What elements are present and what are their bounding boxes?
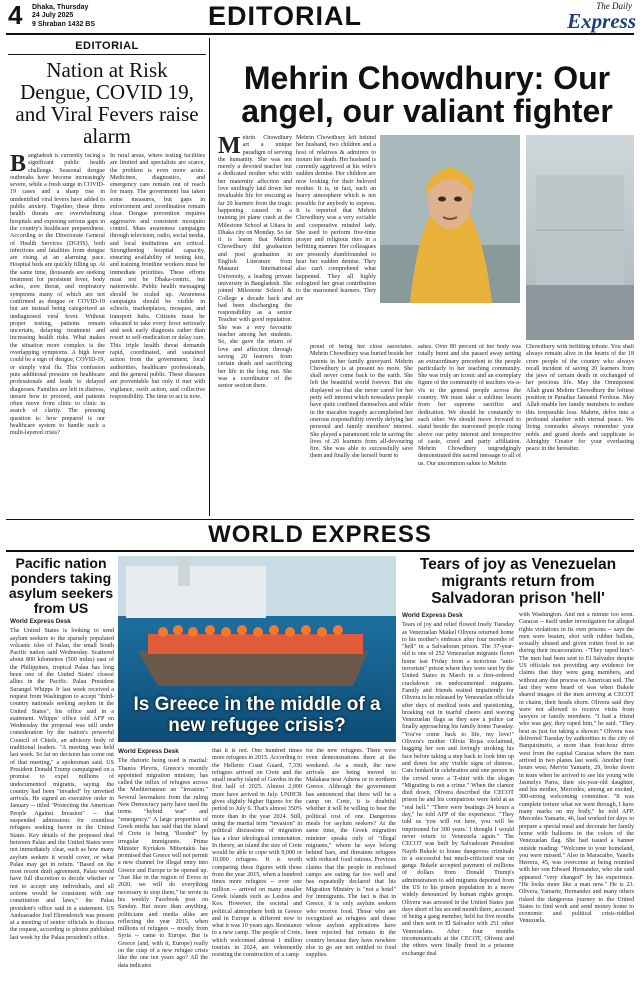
greece-col-2 (212, 748, 302, 978)
feature-side-photo (526, 135, 634, 340)
dateline-city: Dhaka, Thursday (32, 4, 89, 11)
palau-text: The United States is looking to send asylum seekers to the sparsely populated volcanic isles of Palau, the small South Pacific nation said Wednesday. Scattered about 800 kilometres (500 miles) east of the Philippines, tropical Palau has long been one of the United States' closest allies in the Pacific. Palau President Surangel Whipps Jr last week received a request from Washington to accept "third-country nationals seeking asylum in the United States", his office said in a statement. Whipps' office told AFP on Wednesday the proposal was still under consideration by the nation's powerful Council of Chiefs, an advisory body of traditional leaders. "A meeting was held last week. So far no decision has come out of that meeting," a spokesman said. US President Donald Trump campaigned on a promise to expel millions of undocumented migrants, saying the country had been "invaded" by unvetted arrivals. He signed an executive order in January -- titled "Protecting the American People Against Invasion" -- that suspended admissions for countless refugees seeking haven in the United States. Key details of the proposed deal between Palau and the United States were not immediately clear, such as how many asylum seekers it would cover, or what Palau may get in return. "Based on the most recent draft agreement, Palau would have full discretion to decide whether or not to accept any individuals, and all actions would be consistent with our constitution and laws," the Palau president's office said in a statement. US Ambassador Joel Ehrendreich was present at a meeting of senior officials to discuss the request, according to photos published last week by the Palau president's office. (10, 628, 114, 941)
greece-headline: Is Greece in the middle of a new refugee crisis? (133, 694, 381, 736)
feature-col3-text: proud of being her close associates. Mehrin Chowdhury was buried beside her parents in her family graveyard. Mehrin Chowdhury is at present no more. She shall never come back to the earth. She left the beautiful world forever. But she displayed so that she never cared for her petty self interest which nowadays people have quite confined themselves and while in the macabre tragedy accomplished her onerous responsibility overtly defying her personal and family members' interest. She played a paramount role in saving the lives of 20 learners from all-devouring fire. She was able to successfully save them and finally she herself burnt to (310, 344, 413, 460)
feature-portrait (380, 135, 520, 303)
greece-col2-text: that it is not. One hundred times more refugees in 2015. According to the Hellenic Coast Guard, 7,336 refugees arrived on Crete and the small nearby island of Gavdos in the first half of 2025. Almost 2,000 more have arrived in July. UNHCR gives slightly higher figures for the period to July 6. That's almost 350% more than in the year 2024. Still, using the martial term "invasion" in political discussions of migration has a clear ideological connotation. In theory, an island the size of Crete would be able to cope with 9,000 or 10,000 refugees. It is worth comparing these figures with those from the year 2015, when a hundred times more refugees -- over one million -- arrived on many smaller Greek islands such as Lesbos and Kos. However, the societal and political atmosphere both in Greece and in Europe is different now to what it was 10 years ago. Resistance to a new camp. The people of Crete, which welcomed almost 1 million tourists in 2024, are vehemently resisting the construction of a camp (212, 748, 302, 959)
editorial-kicker: EDITORIAL (75, 40, 139, 52)
venezuela-col-2 (519, 612, 634, 978)
palau-headline: Pacific nation ponders taking asylum seekers from US (8, 555, 114, 616)
feature-col-4 (418, 344, 521, 515)
editorial-headline: Nation at Risk Dengue, COVID 19, and Viral Fevers raise alarm (15, 58, 199, 148)
editorial-col2-text: In rural areas, where testing facilities are limited and specialists are scarce, the problem is even more acute. Medicines, diagnostics, and emergency care remain out of reach for many. The government has taken some measures, but gaps in enforcement and coordination remain clear. Dengue prevention requires aggressive and consistent mosquito control. Mass awareness campaigns through television, radio, social media, and local institutions are critical. Strengthening hospital capacity, ensuring availability of testing kits, and training frontline workers must be immediate priorities. These efforts must not be Dhaka-centric, but nationwide. Public health messaging should be scaled up. Awareness campaigns should be visible in schools, marketplaces, mosques, and transport hubs. Citizens must be educated to take every fever seriously and seek early diagnosis rather than resort to self-medication or delay care. This triple health threat demands rapid, coordinated, and sustained action from the government, local authorities, healthcare professionals, and the general public. These diseases are preventable but only if met with vigilance, swift action, and collective responsibility. The time to act is now. (110, 153, 205, 400)
world-bottom-rule (6, 550, 634, 552)
feature-col-1 (218, 135, 292, 515)
feature-col2-text: Mehrin Chowdhury left behind her husband, two children and a host of relatives & admirers to mourn her death. Her husband is currently aggrieved at his wife's sudden demise. Her children are now looking for their beloved mother. It is, in fact, such an heavy atmosphere which is not possible for anybody to express. It is reported that Mehrin Chowdhury was a very sociable and cooperative minded lady. She used to perform five-time prayer and religious rites in a befitting manner. Her colleagues are presently dumbfounded to hear her sudden demise. They also can't comprehend what happened. They all highly eulogized her great contribution to the marooned learners. They are (296, 135, 376, 302)
feature-dropcap: M (218, 135, 241, 159)
logo-top: The Daily (596, 1, 632, 11)
logo-main: Express (567, 9, 636, 33)
feature-col-5 (526, 344, 634, 515)
greece-byline: World Express Desk (118, 748, 179, 755)
dateline-date: 24 July 2025 (32, 12, 74, 20)
world-top-rule (6, 519, 634, 520)
editorial-col1-text: angladesh is currently facing a significant public health challenge. Seasonal dengue outbreaks have become increasingly severe, while a fresh surge in COVID-19 cases and a sharp rise in unidentified viral fevers have added to public anxiety. Together, these three health threats are overwhelming hospitals and exposing serious gaps in the country's healthcare preparedness. According to the Directorate General of Health Services (DGHS), both infections and fatalities from dengue are rising at an alarming pace. Hospital beds are quickly filling up. At the same time, thousands are seeking treatment for persistent fever, body aches, sore throat, and respiratory symptoms many of which are not confirmed as dengue or COVID-19 but are instead being categorized as undiagnosed viral fever. Without proper testing, patients remain uncertain, delaying treatment and increasing health risks. What makes the situation more complex is the overlapping symptoms. A high fever could be a sign of dengue, COVID-19, or simply viral flu. This confusion puts additional pressure on healthcare professionals and leads to delayed diagnoses. Families are left in distress, unsure how to proceed, and patients often move from clinic to clinic in search of clarity. The pressing question is: how prepared is our healthcare system to handle such a multi-layered crisis? (10, 153, 105, 437)
venezuela-col2-text: with Washington. And not a minute too soon. Caracas -- itself under investigation for alleged rights violations in its own prisons -- says the men were beaten, shot with rubber bullets, sexually abused and given rotten food to eat during their incarceration. -"They raped him"- The men had been sent to El Salvador despite US officials not providing any evidence for claims that they were gang members, and without any due process on American soil. The last they were heard of was when Bukele shared images of the men arriving at CECOT in chains, their heads shorn. Olivera said they were not allowed to receive visits from lawyers or family members. "I had a friend who was gay, they raped him," he said. "They beat us just for taking a shower." Olivera was delivered Tuesday by authorities to the city of Barquisimeto, a more than four-hour drive west from the capital Caracas where the men arrived in two planes last week. Another four hours west, Mervin Yamarte, 29, broke down in tears when he arrived to see his young wife Jasmelys Parra, their six-year-old daughter, and his mother, Mercedes, among an excited, 300-strong welcoming committee. "It was complete torture what we went through, I have many marks on my body," he told AFP. Mercedes Yamarte, 46, had worked for days to prepare a special meal and decorate her family home with balloons in the colors of the Venezuelan flag. She had issued a banner outside reading: "Welcome to your homeland, you were missed." Also in Maracaibo, Yanelis Herrera, 45, was overcome at being reunited with her son Edward Hernandez, who she said appeared "very changed" by his experience. "He looks more like a man now." He is 23. Olivera, Yamarte, Hernandez and many others risked the dangerous journey to the United States to find work and send money home to economic and political crisis-riddled Venezuela. (519, 612, 634, 925)
venezuela-col-1 (402, 612, 514, 978)
side-photo-image (526, 135, 634, 340)
portrait-image (380, 135, 520, 303)
world-banner: WORLD EXPRESS (208, 521, 432, 548)
greece-col1-text: The rhetoric being used is martial: Thanos Plevris, Greece's recently appointed migration minister, has called the influx of refugees across the Mediterranean an "invasion." Several lawmakers from the ruling New Democracy party have used the terms "hybrid war" and "emergency." A large proportion of Greek media has said that the island of Crete is being "flooded" by irregular immigrants. Prime Minister Kyriakos Mitsotakis has promised that Greece will not permit a new channel for illegal entry into Greece and Europe to be opened up. "Just like in the region of Evros in 2020, we will do everything necessary to stop them," he wrote in his weekly Facebook post on Sunday. But more than anything, politicians and media alike are reflecting the year 2015, when millions of refugees -- mostly from Syria -- came to Europe. But is Greece (and, with it, Europe) really on the cusp of a new refugee crisis like the one ten years ago? All the data indicates (118, 758, 208, 969)
palau-story (10, 618, 114, 978)
venezuela-headline: Tears of joy as Venezuelan migrants return from Salvadoran prison 'hell' (419, 556, 617, 607)
feature-col5-text: Chowdhury with befitting tribute. You shall always remain alive in the hearts of the 18 crore people of the country who always recall incident of saving 20 learners from the jaws of certain death in exchanged of her precious life. May the Omnipotent Allah grant Mehrin Chowdhury the loftiest position in Paradise Jannatul Ferdous. May Allah enable her family members to endure this irreparable loss. Mahrin, delve into a profound slumber with eternal peace. We living comrades always remember your noble and grand deeds and supplicate to Almighty Creator for your everlasting peace in the hereafter. (526, 344, 634, 453)
venezuela-byline: World Express Desk (402, 612, 463, 619)
editorial-col-1 (10, 153, 105, 512)
dateline (32, 4, 95, 29)
section-title: EDITORIAL (208, 1, 363, 31)
feature-col1-text: ehrin Chowdhury art a unique paradigm of serving the humanity. She was not merely a devoted teacher but a dedicated mother who with her maternity affection and love smilingly laid down her invaluable life for rescuing as far 20 learners from the tragic happening caused in a training jet plane crash at the Milestone School at Uttara in Dhaka city on Monday. So far it is learnt that Mehrin Chowdhury did graduation and post graduation in English Literature from Manarat International University, a leading private university in Bangladesh. She joined Milestone School & College a decade back and had been discharging the responsibility as a senior Teacher with good reputation. She was a very favourite teacher among her students. So, she gave the return of love and affection through saving 20 learners from certain death and sacrificing her life in the long run. She was a coordinator of the senior section there. (218, 135, 292, 390)
feature-headline: Mehrin Chowdhury: Our angel, our valiant fighter (241, 60, 613, 129)
palau-byline: World Express Desk (10, 618, 71, 625)
greece-col-3 (306, 748, 396, 978)
logo (560, 2, 636, 31)
page-number: 4 (8, 0, 23, 30)
masthead-rule (6, 33, 634, 35)
dateline-hijri: 9 Shraban 1432 BS (32, 20, 96, 28)
feature-col-3-main (310, 344, 413, 515)
editorial-divider (209, 38, 210, 516)
greece-col-1 (118, 748, 208, 978)
greece-col3-text: for the new refugees. There were even demonstrations there at the weekend. As a result, the new arrivals are being moved to Malakasa near Athens or to northern Greece. Although the government has announced that there will be a camp on Crete, it is doubtful whether it will be willing to bear the political cost of one. Dangerous meals for asylum seekers? At the same time, the Greek migration minister speaks only of "illegal migrants," whom he says belong behind bars, and threatens refugees with reduced food rations. Previous claims that the people in enclosed camps are eating far too well and has repeatedly declared that his Migration Ministry is "not a hotel" for immigrants. The fact is that in Greece, it is only asylum seekers who receive food. Those who are recognized as refugees and those whose asylum applications have been rejected but remain in the country because they have nowhere else to go are not entitled to food supplies. (306, 748, 396, 959)
feature-col4-text: ashes. Over 80 percent of her body was totally burnt and she passed away setting an extraordinary precedent to the people particularly to her teaching community. She was truly an iconic and an exemplary figure of the community of teachers vis-a-vis to the general people across the country. We must take a sublime lesson from her supreme sacrifice and dedication. We should be constantly to each other. We should move forward to stand beside the marooned people rising above our petty interest and irrespective of caste, creed and party affiliation. Mehrin Chowdhury ungrudgingly demonstrated this sacred message to all of us. Our uncommon salute to Mehrin (418, 344, 521, 467)
kicker-rule (8, 54, 206, 55)
venezuela-col1-text: Tears of joy and relief flowed freely Tuesday as Venezuelan Maikel Olivera returned home to his mother's embrace after four months of "hell" in a Salvadoran prison. The 37-year-old is one of 252 Venezuelan migrants flown home last Friday from a notorious "anti-terrorism" prison where they were sent by the United States in March in a first-ordered crackdown on undocumented migrants. Family and friends waited impatiently for Olivera to be released by Venezuelan officials after days of medical tests and questioning, breaking out in tearful cheers and waving Venezuelan flags as they saw a police car finally approaching his family home Tuesday. "You've come back to life, my love!" Olivera's mother Olivia Rojas exclaimed, hugging her son and lovingly stroking his face before taking a step back to look him up and down for any visible signs of distress. Cars honked in celebration and one person in the crowd wore a T-shirt with the slogan "Migrating is not a crime." When the clamor died down, Olivera described the CECOT prison he and his compatriots were held at as "real hell." "There were beatings 24 hours a day," he told AFP of the experience. "They told us 'you will rot here, you will be imprisoned for 300 years.' I thought I would never return to Venezuela again." The CECOT was built by Salvadoran President Nayib Bukele to house dangerous criminals in a successful but much-criticized war on gangs. Bukele accepted payment of millions of dollars from Donald Trump's administration to add migrants deported from the US to his prison population in a move widely denounced by human rights groups. Olivera was arrested in the United States just days short of his second month there, accused of being a gang member, held for five months and then sent to El Salvador with 251 other Venezuelans. After four months incommunicado at the CECOT, Olivera and the others were finally freed in a prisoner exchange deal (402, 622, 514, 957)
editorial-dropcap: B (10, 153, 27, 177)
editorial-col-2 (110, 153, 205, 425)
